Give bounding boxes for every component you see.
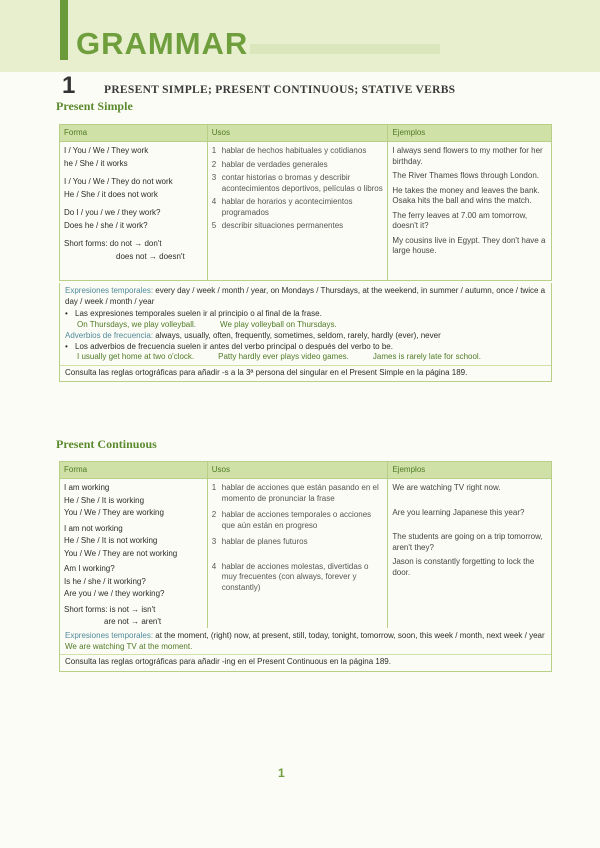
col-header-ejemplos: Ejemplos bbox=[388, 125, 552, 142]
use-text: hablar de hechos habituales y cotidianos bbox=[221, 146, 367, 155]
note-example: I usually get home at two o'clock. bbox=[77, 352, 195, 361]
note-example: Patty hardly ever plays video games. bbox=[218, 352, 349, 361]
use-item bbox=[212, 562, 384, 594]
temporal-text: every day / week / month / year, on Mondays / Thursdays, at the weekend, in summer / autumn, once / twice a day / week / month / year bbox=[65, 286, 546, 306]
use-text: hablar de horarios y acontecimientos programados bbox=[221, 197, 353, 217]
note-example: We play volleyball on Thursdays. bbox=[220, 319, 337, 329]
use-number: 4 bbox=[211, 197, 217, 206]
present-simple-table bbox=[59, 124, 552, 281]
note-bullet bbox=[65, 309, 546, 320]
example-line: The ferry leaves at 7.00 am tomorrow, doesn't it? bbox=[392, 210, 528, 230]
col-header-usos: Usos bbox=[207, 462, 388, 479]
form-line: You / We / They are not working bbox=[64, 548, 178, 558]
use-item bbox=[212, 146, 384, 157]
spelling-note: Consulta las reglas ortográficas para añadir -s a la 3ª persona del singular en el Present Simple en la página 189. bbox=[65, 367, 468, 377]
form-line: Is he / she / it working? bbox=[64, 576, 146, 586]
table-row bbox=[60, 479, 552, 635]
temporal-label: Expresiones temporales: bbox=[65, 631, 154, 640]
use-text: hablar de planes futuros bbox=[221, 537, 308, 546]
header-accent-bar bbox=[60, 0, 68, 60]
form-line: He / She / it does not work bbox=[64, 189, 158, 199]
bullet-dot: • bbox=[65, 309, 68, 318]
present-continuous-title: Present Continuous bbox=[56, 437, 157, 451]
col-header-ejemplos: Ejemplos bbox=[388, 462, 552, 479]
divider bbox=[60, 654, 551, 655]
use-number: 3 bbox=[211, 173, 217, 182]
use-text: describir situaciones permanentes bbox=[221, 221, 344, 230]
form-line: Do I / you / we / they work? bbox=[64, 208, 161, 217]
examples-cell bbox=[388, 479, 552, 635]
example-line: He takes the money and leaves the bank. Osaka hits the ball and wins the match. bbox=[392, 185, 540, 205]
forms-cell bbox=[60, 142, 208, 281]
frequency-text: always, usually, often, frequently, sometimes, seldom, rarely, hardly (ever), never bbox=[155, 331, 441, 340]
form-line: He / She / It is not working bbox=[64, 536, 158, 545]
use-text: hablar de acciones molestas, divertidas o muy frecuentes (con always, forever y constantly) bbox=[221, 561, 369, 592]
uses-cell bbox=[207, 142, 388, 281]
note-bullet bbox=[65, 342, 546, 353]
use-item bbox=[212, 160, 384, 171]
table-row bbox=[60, 142, 552, 281]
form-line: I / You / We / They work bbox=[64, 146, 149, 155]
temporal-expressions bbox=[65, 286, 546, 307]
section-title: PRESENT SIMPLE; PRESENT CONTINUOUS; STATIVE VERBS bbox=[104, 84, 456, 96]
page-title: GRAMMAR bbox=[76, 26, 249, 61]
divider bbox=[60, 365, 551, 366]
form-line: He / She / It is working bbox=[64, 495, 145, 505]
example-line: I always send flowers to my mother for her birthday. bbox=[392, 146, 543, 166]
form-line: does not → doesn't bbox=[116, 251, 185, 261]
use-text: contar historias o bromas y describir acontecimientos deportivos, películas o libros bbox=[221, 173, 383, 193]
form-line: he / She / it works bbox=[64, 158, 128, 168]
frequency-adverbs bbox=[65, 331, 546, 342]
form-line: Short forms: do not → don't bbox=[64, 239, 162, 248]
use-number: 3 bbox=[211, 537, 217, 546]
note-examples bbox=[65, 352, 546, 363]
use-number: 2 bbox=[211, 159, 217, 169]
form-line: Does he / she / it work? bbox=[64, 220, 148, 230]
use-number: 4 bbox=[211, 561, 217, 571]
use-number: 1 bbox=[211, 146, 217, 155]
examples-cell bbox=[388, 142, 552, 281]
col-header-forma: Forma bbox=[60, 462, 208, 479]
col-header-usos: Usos bbox=[207, 125, 388, 142]
present-simple-notes bbox=[59, 283, 552, 382]
use-text: hablar de acciones que están pasando en el momento de pronunciar la frase bbox=[221, 483, 379, 503]
temporal-label: Expresiones temporales: bbox=[65, 286, 154, 295]
note-example: James is rarely late for school. bbox=[372, 352, 481, 361]
example-line: We are watching TV right now. bbox=[392, 483, 501, 492]
form-line: You / We / They are working bbox=[64, 508, 164, 517]
example-line: The River Thames flows through London. bbox=[392, 171, 540, 180]
note-examples bbox=[65, 320, 546, 331]
example-line: The students are going on a trip tomorrow, aren't they? bbox=[392, 532, 543, 552]
note-text: Los adverbios de frecuencia suelen ir antes del verbo principal o después del verbo to be. bbox=[75, 341, 393, 351]
spelling-note: Consulta las reglas ortográficas para añadir -ing en el Present Continuous en la página 189. bbox=[65, 657, 391, 666]
present-continuous-table bbox=[59, 461, 552, 635]
page-number: 1 bbox=[278, 766, 285, 780]
use-text: hablar de verdades generales bbox=[221, 159, 328, 169]
example-line: Jason is constantly forgetting to lock the door. bbox=[392, 557, 535, 577]
uses-cell bbox=[207, 479, 388, 635]
use-item bbox=[212, 173, 384, 194]
use-number: 5 bbox=[211, 221, 217, 230]
table-header-row bbox=[60, 462, 552, 479]
col-header-forma: Forma bbox=[60, 125, 208, 142]
use-item bbox=[212, 537, 384, 548]
use-item bbox=[212, 197, 384, 218]
temporal-expressions bbox=[65, 631, 546, 642]
form-line: Am I working? bbox=[64, 564, 115, 573]
use-number: 1 bbox=[211, 483, 217, 492]
use-item bbox=[212, 510, 384, 531]
table-header-row bbox=[60, 125, 552, 142]
section-number: 1 bbox=[62, 72, 76, 99]
form-line: Short forms: is not → isn't bbox=[64, 604, 156, 614]
frequency-label: Adverbios de frecuencia: bbox=[65, 331, 154, 340]
form-line: I / You / We / They do not work bbox=[64, 177, 173, 186]
form-line: I am working bbox=[64, 483, 110, 492]
header-decoration bbox=[250, 44, 440, 54]
example-line: My cousins live in Egypt. They don't have a large house. bbox=[392, 235, 546, 255]
present-simple-title: Present Simple bbox=[56, 99, 133, 113]
bullet-dot: • bbox=[65, 341, 68, 351]
use-number: 2 bbox=[211, 510, 217, 519]
form-line: are not → aren't bbox=[104, 617, 162, 626]
note-example: On Thursdays, we play volleyball. bbox=[77, 319, 197, 329]
temporal-text: at the moment, (right) now, at present, still, today, tonight, tomorrow, soon, this week / month, next week / year bbox=[155, 631, 545, 640]
use-text: hablar de acciones temporales o acciones que aún están en progreso bbox=[221, 510, 372, 530]
use-item bbox=[212, 483, 384, 504]
use-item bbox=[212, 221, 384, 232]
example-line: Are you learning Japanese this year? bbox=[392, 507, 525, 517]
present-continuous-notes bbox=[59, 628, 552, 672]
form-line: Are you / we / they working? bbox=[64, 589, 165, 598]
note-example: We are watching TV at the moment. bbox=[65, 641, 193, 651]
note-text: Las expresiones temporales suelen ir al principio o al final de la frase. bbox=[75, 309, 322, 318]
forms-cell bbox=[60, 479, 208, 635]
form-line: I am not working bbox=[64, 523, 123, 533]
